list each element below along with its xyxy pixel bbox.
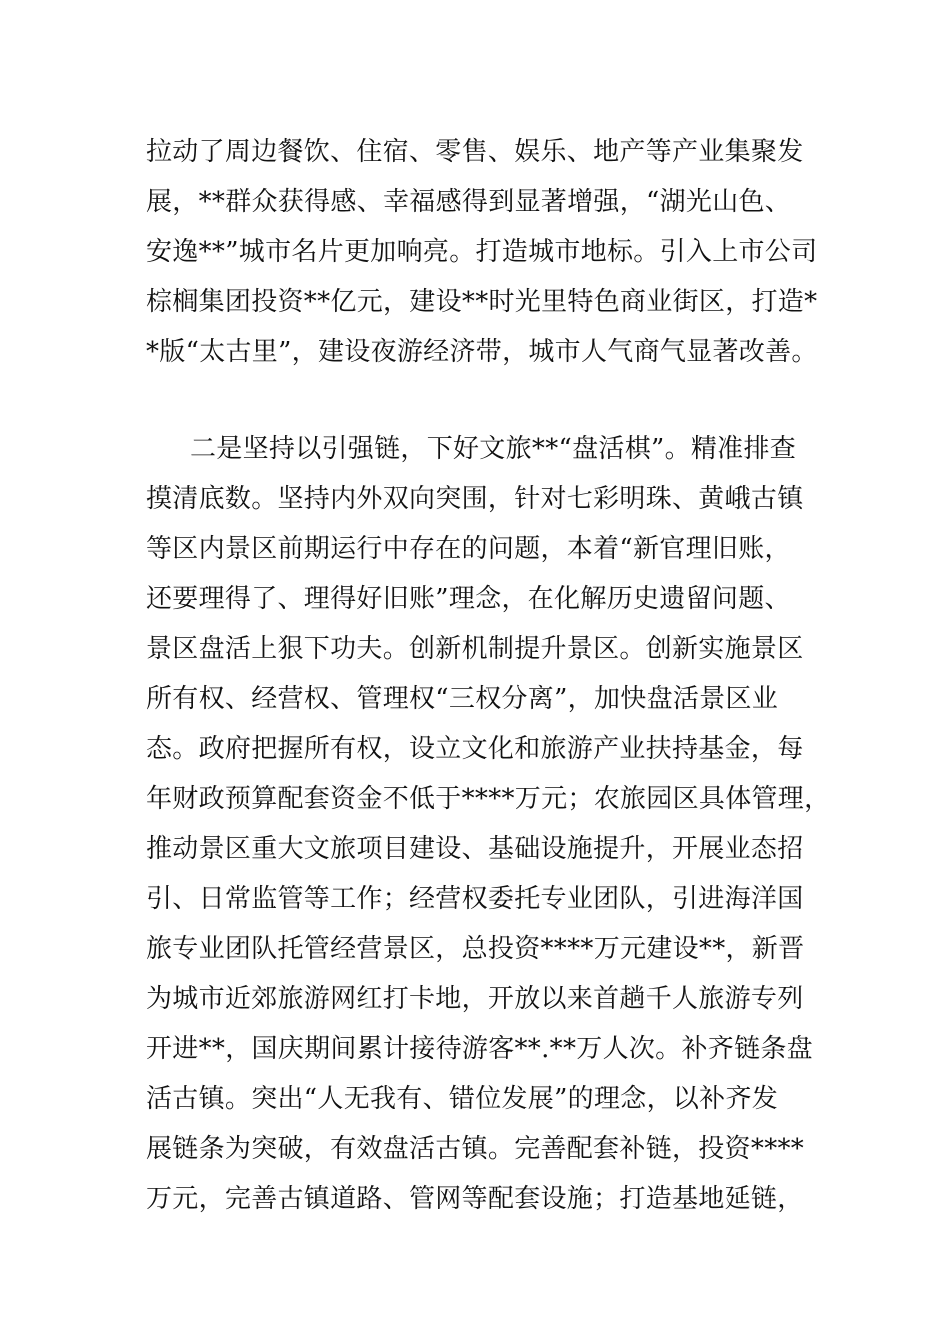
paragraph-1-line-1: 拉动了周边餐饮、住宿、零售、娱乐、地产等产业集聚发 <box>146 137 804 167</box>
paragraph-2-line-3: 等区内景区前期运行中存在的问题，本着“新官理旧账， <box>146 534 791 564</box>
paragraph-2-line-9: 推动景区重大文旅项目建设、基础设施提升，开展业态招 <box>146 834 804 864</box>
paragraph-2-line-14: 活古镇。突出“人无我有、错位发展”的理念，以补齐发 <box>146 1084 779 1114</box>
paragraph-2-line-12: 为城市近郊旅游网红打卡地，开放以来首趟千人旅游专列 <box>146 984 804 1014</box>
paragraph-2-line-7: 态。政府把握所有权，设立文化和旅游产业扶持基金，每 <box>146 734 804 764</box>
paragraph-1-line-5: *版“太古里”，建设夜游经济带，城市人气商气显著改善。 <box>146 337 818 367</box>
paragraph-2-line-1: 二是坚持以引强链，下好文旅**“盘活棋”。精准排查 <box>190 434 797 464</box>
paragraph-2-line-2: 摸清底数。坚持内外双向突围，针对七彩明珠、黄峨古镇 <box>146 484 804 514</box>
paragraph-1-line-2: 展，**群众获得感、幸福感得到显著增强，“湖光山色、 <box>146 187 792 217</box>
paragraph-2-line-6: 所有权、经营权、管理权“三权分离”，加快盘活景区业 <box>146 684 779 714</box>
paragraph-1-line-4: 棕榈集团投资**亿元，建设**时光里特色商业街区，打造* <box>146 287 818 317</box>
paragraph-2-line-5: 景区盘活上狠下功夫。创新机制提升景区。创新实施景区 <box>146 634 804 664</box>
paragraph-2-line-4: 还要理得了、理得好旧账”理念，在化解历史遗留问题、 <box>146 584 791 614</box>
paragraph-2-line-15: 展链条为突破，有效盘活古镇。完善配套补链，投资**** <box>146 1134 805 1164</box>
paragraph-2-line-11: 旅专业团队托管经营景区，总投资****万元建设**，新晋 <box>146 934 805 964</box>
paragraph-2-line-8: 年财政预算配套资金不低于****万元；农旅园区具体管理， <box>146 784 831 814</box>
paragraph-1-line-3: 安逸**”城市名片更加响亮。打造城市地标。引入上市公司 <box>146 237 818 267</box>
paragraph-2-line-13: 开进**，国庆期间累计接待游客**.**万人次。补齐链条盘 <box>146 1034 813 1064</box>
paragraph-2-line-10: 引、日常监管等工作；经营权委托专业团队，引进海洋国 <box>146 884 804 914</box>
paragraph-2-line-16: 万元，完善古镇道路、管网等配套设施；打造基地延链， <box>146 1184 804 1214</box>
